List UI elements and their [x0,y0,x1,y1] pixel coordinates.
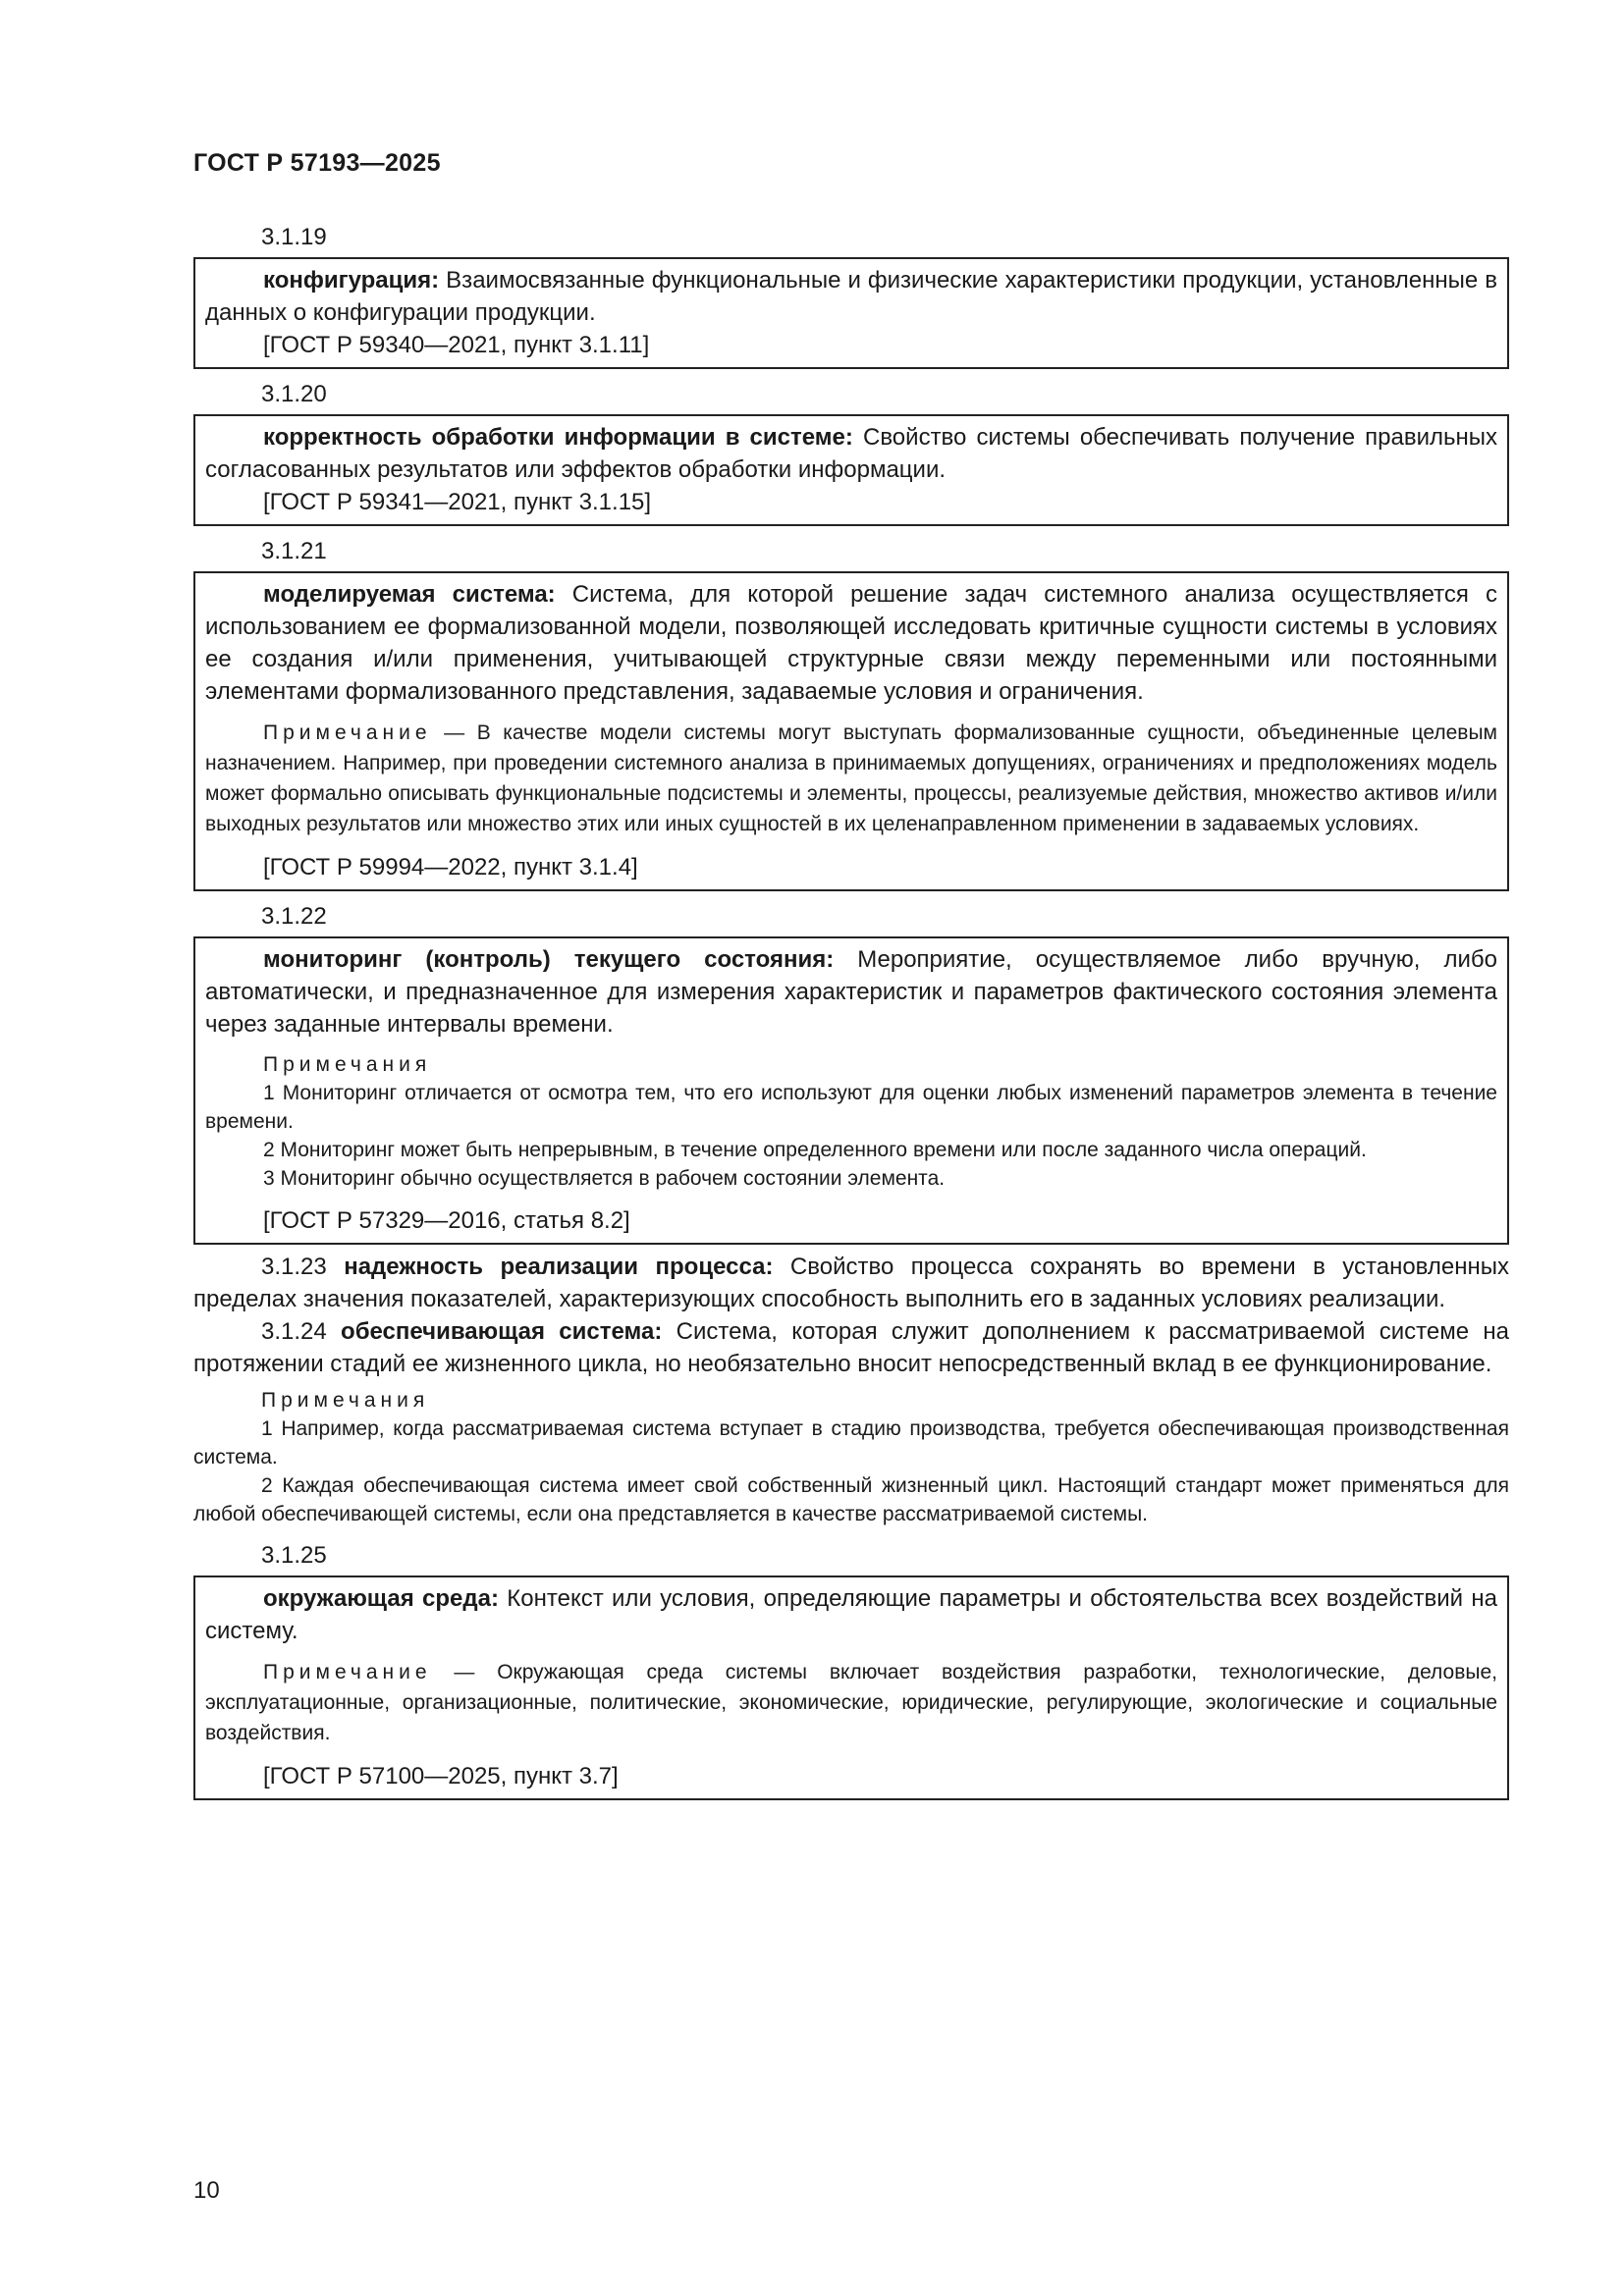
term-box-3-1-20 [193,414,1509,526]
term-number: 3.1.23 [261,1254,327,1280]
definition-text: Свойство системы обеспечивать получение правильных согласованных результатов или эффектов обработки информации. [205,424,1498,483]
terms-section [193,218,1509,1806]
term-box-3-1-19 [193,257,1509,369]
term-number-3-1-25: 3.1.25 [261,1542,327,1569]
definition-text: Система, которая служит дополнением к рассматриваемой системе на протяжении стадий ее жизненного цикла, но необязательно вносит непосредственный вклад в ее функционирование. [193,1318,1509,1377]
definition-text: Система, для которой решение задач системного анализа осуществляется с использованием ее формализованной модели, позволяющей исследовать критичные сущности системы в условиях ее создания и/или применения, учитывающей структурные связи между переменными или постоянными элементами формализованного представления, задаваемые условия и ограничения. [205,581,1497,705]
definition-text: Мероприятие, осуществляемое либо вручную, либо автоматически, и предназначенное для измерения характеристик и параметров фактического состояния элемента через заданные интервалы времени. [205,946,1497,1038]
note-label: Примечание [263,1661,432,1683]
term-definition [205,421,1497,486]
term-box-3-1-22 [193,936,1509,1245]
term-definition [205,264,1497,329]
term-source: [ГОСТ Р 59341—2021, пункт 3.1.15] [263,489,652,515]
term-name: корректность обработки информации в системе: [263,424,853,451]
term-source: [ГОСТ Р 57100—2025, пункт 3.7] [263,1763,619,1789]
term-definition [205,943,1497,1041]
note-text: — В качестве модели системы могут выступать формализованные сущности, объединенные целевым назначением. Например, при проведении системного анализа в принимаемых допущениях, ограничениях и предположениях модель может формально описывать функциональные подсистемы и элементы, процессы, реализуемые действия, множество активов и/или выходных результатов или множество этих или иных сущностей в их целенаправленном применении в задаваемых условиях. [205,721,1497,835]
term-source: [ГОСТ Р 59340—2021, пункт 3.1.11] [263,332,650,358]
term-name: окружающая среда: [263,1585,499,1612]
note-item: 3 Мониторинг обычно осуществляется в рабочем состоянии элемента. [263,1167,946,1190]
term-box-3-1-25 [193,1575,1509,1800]
definition-text: Взаимосвязанные функциональные и физические характеристики продукции, установленные в данных о конфигурации продукции. [205,267,1497,326]
page-number: 10 [193,2177,220,2204]
term-3-1-23 [193,1251,1509,1315]
document-code-header: ГОСТ Р 57193—2025 [193,149,441,177]
note-item: 2 Каждая обеспечивающая система имеет свой собственный жизненный цикл. Настоящий стандарт может применяться для любой обеспечивающей системы, если она представляется в качестве рассматриваемой системы. [193,1474,1509,1525]
term-3-1-24 [193,1315,1509,1380]
term-number-3-1-22: 3.1.22 [261,903,327,930]
term-definition [205,1582,1497,1647]
definition-text: Контекст или условия, определяющие параметры и обстоятельства всех воздействий на систему. [205,1585,1497,1644]
term-name: мониторинг (контроль) текущего состояния: [263,946,835,973]
note-text: — Окружающая среда системы включает воздействия разработки, технологические, деловые, эксплуатационные, организационные, политические, экономические, юридические, регулирующие, экологические и социальные воздействия. [205,1661,1497,1744]
note-item: 1 Мониторинг отличается от осмотра тем, что его используют для оценки любых изменений параметров элемента в течение времени. [205,1082,1497,1133]
term-note [205,1657,1497,1748]
notes-label: Примечания [263,1053,432,1076]
term-number-3-1-20: 3.1.20 [261,381,327,407]
term-name: моделируемая система: [263,581,556,608]
note-item: 1 Например, когда рассматриваемая система вступает в стадию производства, требуется обеспечивающая производственная система. [193,1417,1509,1468]
definition-text: Свойство процесса сохранять во времени в установленных пределах значения показателей, характеризующих способность выполнить его в заданных условиях реализации. [193,1254,1509,1312]
term-name: конфигурация: [263,267,440,294]
term-definition [205,578,1497,708]
term-number-3-1-21: 3.1.21 [261,538,327,564]
term-source: [ГОСТ Р 59994—2022, пункт 3.1.4] [263,854,638,881]
note-item: 2 Мониторинг может быть непрерывным, в течение определенного времени или после заданного числа операций. [263,1139,1367,1161]
note-label: Примечание [263,721,432,744]
term-name: обеспечивающая система: [341,1318,663,1345]
term-source: [ГОСТ Р 57329—2016, статья 8.2] [263,1207,630,1234]
term-name: надежность реализации процесса: [344,1254,774,1280]
term-3-1-24-notes [193,1386,1509,1528]
term-number: 3.1.24 [261,1318,327,1345]
notes-label: Примечания [261,1389,430,1412]
term-box-3-1-21 [193,571,1509,891]
term-note [205,718,1497,839]
term-number-3-1-19: 3.1.19 [261,224,327,250]
